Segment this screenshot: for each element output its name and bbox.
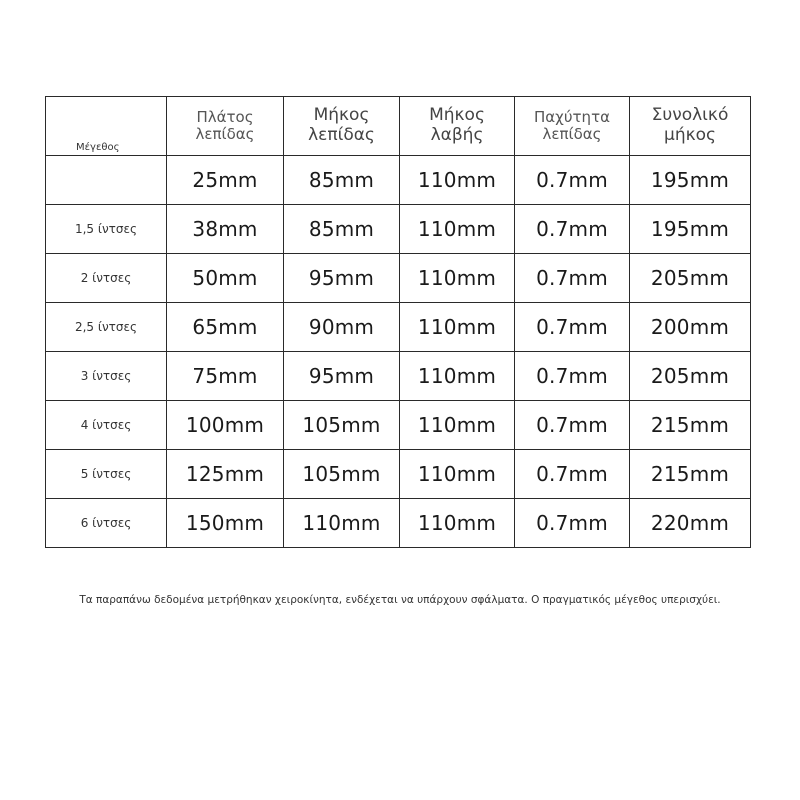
blade-width-cell: 75mm [167,352,284,401]
handle-length-cell: 110mm [400,499,515,548]
header-total-length [630,97,751,156]
header-handle-length [400,97,515,156]
header-blade-width-line1: Πλάτος [196,107,254,126]
total-length-cell: 205mm [630,352,751,401]
handle-length-cell: 110mm [400,254,515,303]
handle-length-cell: 110mm [400,352,515,401]
handle-length-cell: 110mm [400,450,515,499]
blade-thickness-cell: 0.7mm [515,401,630,450]
blade-thickness-cell: 0.7mm [515,352,630,401]
header-blade-width-line2: λεπίδας [195,125,255,143]
blade-length-cell: 110mm [284,499,400,548]
blade-thickness-cell: 0.7mm [515,450,630,499]
table-row [46,303,751,352]
total-length-cell: 195mm [630,205,751,254]
header-blade-length-line2: λεπίδας [308,125,375,145]
table-row [46,450,751,499]
blade-width-cell: 65mm [167,303,284,352]
header-blade-length-line1: Μήκος [313,105,370,126]
header-blade-width [167,97,284,156]
blade-length-cell: 95mm [284,352,400,401]
blade-thickness-cell: 0.7mm [515,499,630,548]
size-cell: 3 ίντσες [46,352,167,401]
header-total-length-line2: μήκος [664,125,716,145]
handle-length-cell: 110mm [400,205,515,254]
table-row [46,205,751,254]
total-length-cell: 200mm [630,303,751,352]
size-cell: 4 ίντσες [46,401,167,450]
table-row [46,401,751,450]
size-cell: 1,5 ίντσες [46,205,167,254]
blade-width-cell: 125mm [167,450,284,499]
table-row [46,254,751,303]
size-cell: 2 ίντσες [46,254,167,303]
blade-length-cell: 105mm [284,401,400,450]
blade-length-cell: 85mm [284,205,400,254]
handle-length-cell: 110mm [400,303,515,352]
header-handle-length-line1: Μήκος [429,105,485,126]
table-header-row [46,97,751,156]
blade-thickness-cell: 0.7mm [515,205,630,254]
blade-width-cell: 50mm [167,254,284,303]
table-row [46,352,751,401]
total-length-cell: 195mm [630,156,751,205]
total-length-cell: 215mm [630,450,751,499]
handle-length-cell: 110mm [400,156,515,205]
header-total-length-line1: Συνολικό [651,105,729,126]
header-handle-length-line2: λαβής [430,125,484,145]
header-blade-length [284,97,400,156]
total-length-cell: 215mm [630,401,751,450]
total-length-cell: 205mm [630,254,751,303]
header-blade-thickness-line1: Παχύτητα [534,107,610,126]
handle-length-cell: 110mm [400,401,515,450]
disclaimer-footnote: Τα παραπάνω δεδομένα μετρήθηκαν χειροκίνητα, ενδέχεται να υπάρχουν σφάλματα. Ο πραγματικός μέγεθος υπερισχύει. [79,594,721,606]
blade-width-cell: 38mm [167,205,284,254]
blade-width-cell: 25mm [167,156,284,205]
total-length-cell: 220mm [630,499,751,548]
blade-thickness-cell: 0.7mm [515,303,630,352]
table-row [46,156,751,205]
header-blade-thickness [515,97,630,156]
blade-length-cell: 90mm [284,303,400,352]
size-cell [46,156,167,205]
blade-thickness-cell: 0.7mm [515,156,630,205]
size-cell: 5 ίντσες [46,450,167,499]
blade-width-cell: 150mm [167,499,284,548]
blade-length-cell: 85mm [284,156,400,205]
blade-width-cell: 100mm [167,401,284,450]
blade-thickness-cell: 0.7mm [515,254,630,303]
header-size: Μέγεθος [46,97,167,156]
size-spec-table [45,96,751,548]
header-blade-thickness-line2: λεπίδας [542,125,602,143]
table-row [46,499,751,548]
size-cell: 6 ίντσες [46,499,167,548]
blade-length-cell: 105mm [284,450,400,499]
size-cell: 2,5 ίντσες [46,303,167,352]
blade-length-cell: 95mm [284,254,400,303]
